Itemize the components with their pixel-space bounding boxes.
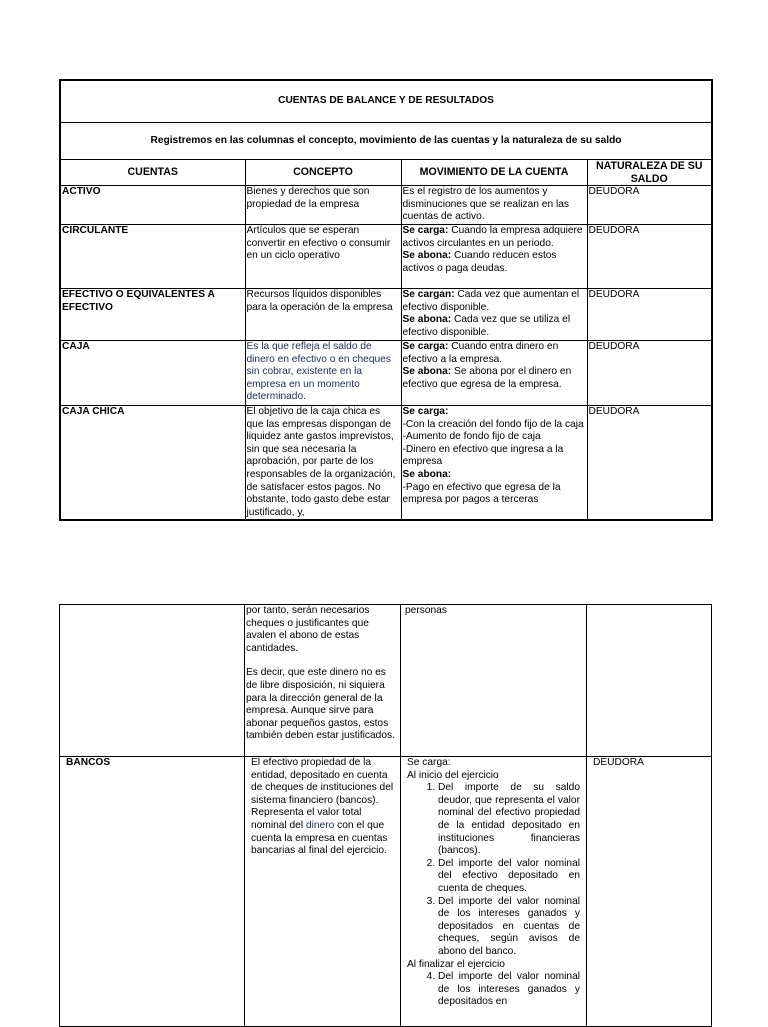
account-nature: DEUDORA bbox=[587, 186, 712, 225]
header-cuentas: CUENTAS bbox=[60, 160, 245, 186]
account-concept: Artículos que se esperan convertir en efectivo o consumir en un ciclo operativo bbox=[245, 224, 401, 288]
account-name: CAJA CHICA bbox=[60, 405, 245, 520]
account-movement: Se carga: Cuando entra dinero en efectivo a la empresa. Se abona: Se abona por el dinero en efectivo que egresa de la empresa. bbox=[401, 340, 587, 405]
balance-accounts-table-continued bbox=[59, 604, 712, 1027]
table-row bbox=[60, 605, 712, 757]
account-movement: Es el registro de los aumentos y disminuciones que se realizan en las cuentas de activo. bbox=[401, 186, 587, 225]
account-name: CIRCULANTE bbox=[60, 224, 245, 288]
account-nature bbox=[587, 605, 712, 757]
list-inicio bbox=[407, 782, 580, 958]
list-item: 3. Del importe del valor nominal de los intereses ganados y depositados en cuentas de cheques, según avisos de abono del banco. bbox=[438, 896, 580, 959]
table-row bbox=[60, 288, 712, 340]
account-movement: personas bbox=[401, 605, 587, 757]
table-row bbox=[60, 224, 712, 288]
account-movement: Se carga: Cuando la empresa adquiere activos circulantes en un periodo. Se abona: Cuando reducen estos activos o paga deudas. bbox=[401, 224, 587, 288]
account-name: BANCOS bbox=[60, 757, 245, 1027]
account-concept: Bienes y derechos que son propiedad de la empresa bbox=[245, 186, 401, 225]
account-concept: El objetivo de la caja chica es que las empresas dispongan de liquidez ante gastos imprevistos, sin que sea necesaria la aprobación, por parte de los responsables de la organización, de satisfacer estos pagos. No obstante, todo gasto debe estar justificado, y, bbox=[245, 405, 401, 520]
account-name: CAJA bbox=[60, 340, 245, 405]
header-movimiento: MOVIMIENTO DE LA CUENTA bbox=[401, 160, 587, 186]
account-movement: Se cargan: Cada vez que aumentan el efectivo disponible. Se abona: Cada vez que se utiliza el efectivo disponible. bbox=[401, 288, 587, 340]
account-name: ACTIVO bbox=[60, 186, 245, 225]
account-movement: Se carga: -Con la creación del fondo fijo de la caja -Aumento de fondo fijo de caja -Dinero en efectivo que ingresa a la empresa Se abona: -Pago en efectivo que egresa de la empresa por pagos a terceras bbox=[401, 405, 587, 520]
balance-accounts-table bbox=[59, 79, 713, 521]
account-name bbox=[60, 605, 245, 757]
account-nature: DEUDORA bbox=[587, 757, 712, 1027]
list-final bbox=[407, 971, 580, 1009]
table-row bbox=[60, 186, 712, 225]
account-nature: DEUDORA bbox=[587, 224, 712, 288]
table-row bbox=[60, 757, 712, 1027]
list-item: 2. Del importe del valor nominal del efectivo depositado en cuenta de cheques. bbox=[438, 858, 580, 896]
account-concept: Es la que refleja el saldo de dinero en efectivo o en cheques sin cobrar, existente en la empresa en un momento determinado. bbox=[245, 340, 401, 405]
table-subtitle: Registremos en las columnas el concepto, movimiento de las cuentas y la naturaleza de su saldo bbox=[60, 123, 712, 160]
account-nature: DEUDORA bbox=[587, 288, 712, 340]
table-title: CUENTAS DE BALANCE Y DE RESULTADOS bbox=[60, 80, 712, 123]
header-naturaleza: NATURALEZA DE SU SALDO bbox=[587, 160, 712, 186]
table-row bbox=[60, 405, 712, 520]
account-concept: por tanto, serán necesarios cheques o justificantes que avalen el abono de estas cantidades. Es decir, que este dinero no es de libre disposición, ni siquiera para la dirección general de la empresa. Aunque sirve para abonar pequeños gastos, estos también deben estar justificados. bbox=[245, 605, 401, 757]
header-concepto: CONCEPTO bbox=[245, 160, 401, 186]
list-item: 1. Del importe de su saldo deudor, que representa el valor nominal del efectivo propiedad de la entidad depositado en instituciones financieras (bancos). bbox=[438, 782, 580, 858]
account-nature: DEUDORA bbox=[587, 405, 712, 520]
account-concept: Recursos líquidos disponibles para la operación de la empresa bbox=[245, 288, 401, 340]
account-movement: Se carga: Al inicio del ejercicio 1. Del importe de su saldo deudor, que representa el valor nominal del efectivo propiedad de la entidad depositado en instituciones financieras (bancos). 2. Del importe del valor nominal del efectivo depositado en cuenta de cheques. 3. Del importe del valor nominal de los intereses ganados y depositados en cuentas de cheques, según avisos de abono del banco. Al finalizar el ejercicio 4. Del importe del valor nominal de los intereses ganados y depositados en bbox=[401, 757, 587, 1027]
list-item: 4. Del importe del valor nominal de los intereses ganados y depositados en bbox=[438, 971, 580, 1009]
table-row bbox=[60, 340, 712, 405]
account-nature: DEUDORA bbox=[587, 340, 712, 405]
account-concept: El efectivo propiedad de la entidad, depositado en cuenta de cheques de instituciones del sistema financiero (bancos). Representa el valor total nominal del dinero con el que cuenta la empresa en cuentas bancarias al final del ejercicio. bbox=[245, 757, 401, 1027]
account-name: EFECTIVO O EQUIVALENTES A EFECTIVO bbox=[60, 288, 245, 340]
